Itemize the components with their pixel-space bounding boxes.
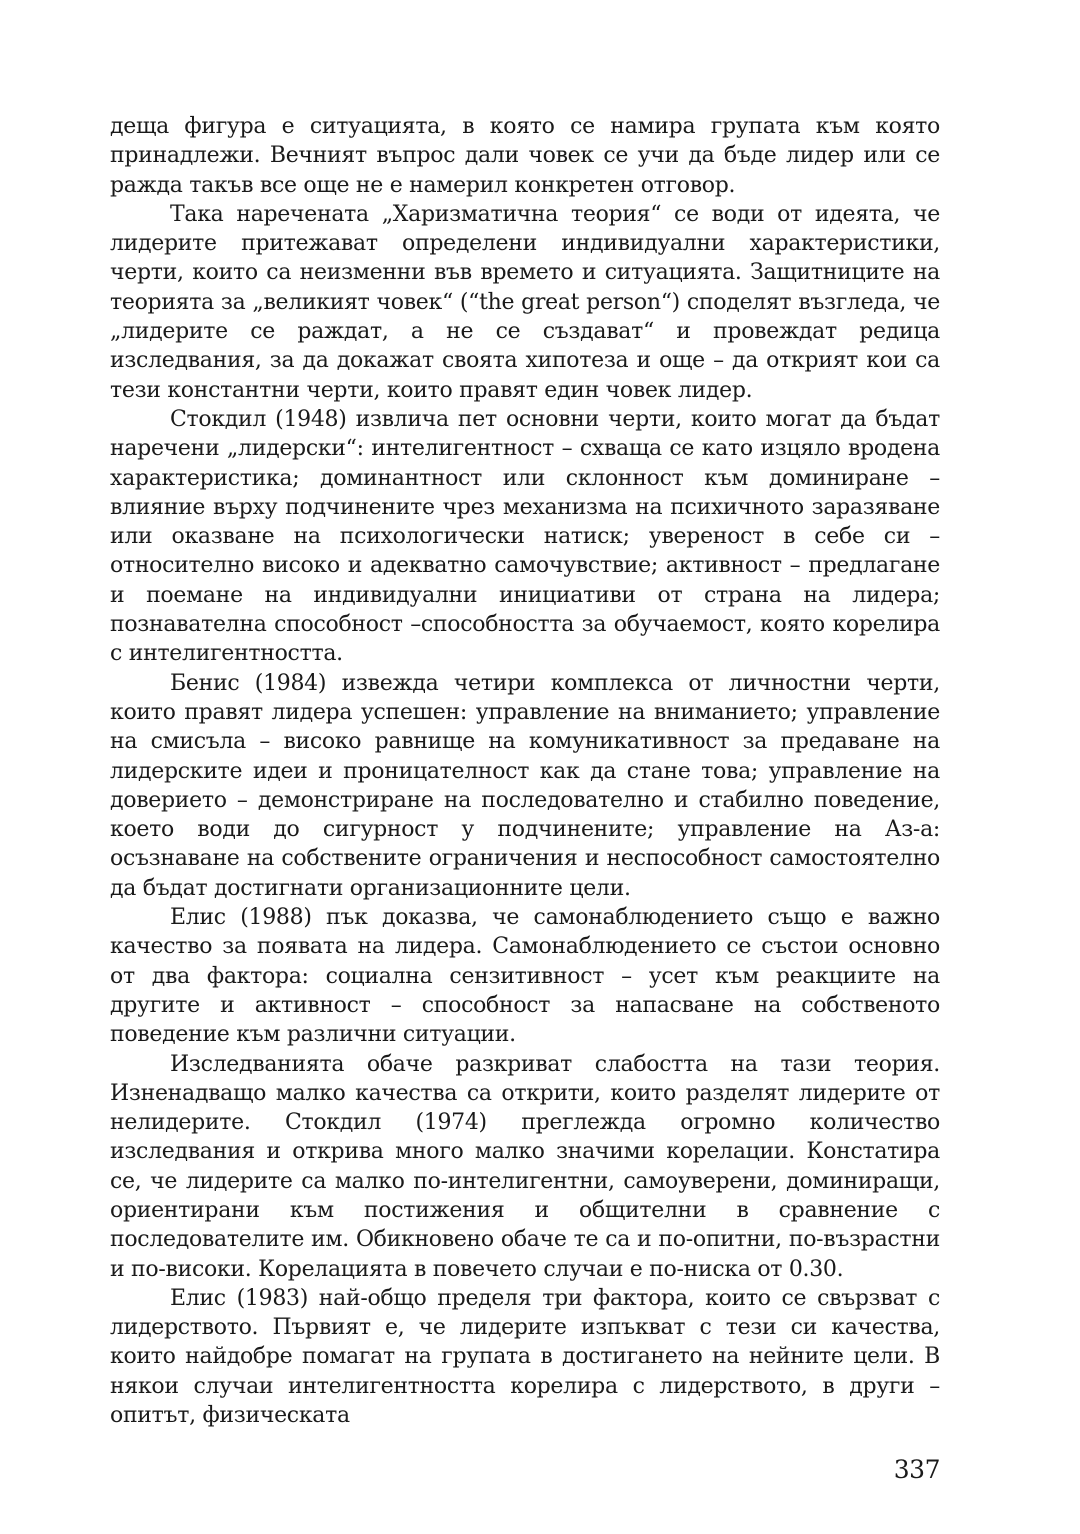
- paragraph-5: Елис (1988) пък доказва, че самонаблюдението също е важно качество за появата на лидера. Самонаблюдението се състои основно от два фактора: социална сензитивност – усет към реакциите на другите и активност – способност за напасване на собственото поведение към различни ситуации.: [110, 905, 940, 1048]
- paragraph-7: Елис (1983) най-общо пределя три фактора, които се свързват с лидерството. Първият е, че лидерите изпъкват с тези си качества, които найдобре помагат на групата в достигането на нейните цели. В някои случаи интелигентността корелира с лидерството, в други – опитът, физическата: [110, 1285, 940, 1429]
- body-text: [110, 112, 940, 1430]
- paragraph-2: Така наречената „Харизматична теория“ се води от идеята, че лидерите притежават определени индивидуални характеристики, черти, които са неизменни във времето и ситуацията. Защитниците на теорията за „великият човек“ (“the great person“) споделят възгледа, че „лидерите се раждат, а не се създават“ и провеждат редица изследвания, за да докажат своята хипотеза и още – да открият кои са тези константни черти, които правят един човек лидер.: [110, 201, 940, 403]
- paragraph-4: Бенис (1984) извежда четири комплекса от личностни черти, които правят лидера успешен: управление на вниманието; управление на смисъла – високо равнище на комуникативност за предаване на лидерските идеи и проницателност как да стане това; управление на доверието – демонстриране на последователно и стабилно поведение, което води до сигурност у подчинените; управление на Аз-а: осъзнаване на собствените ограничения и неспособност самостоятелно да бъдат достигнати организационните цели.: [110, 670, 940, 901]
- paragraph-1: деща фигура е ситуацията, в която се намира групата към която принадлежи. Вечният въпрос дали човек се учи да бъде лидер или се ражда такъв все още не е намерил конкретен отговор.: [110, 114, 940, 198]
- page-number: 337: [893, 1455, 940, 1484]
- paragraph-3: Стокдил (1948) извлича пет основни черти, които могат да бъдат наречени „лидерски“: интелигентност – схваща се като изцяло вродена характеристика; доминантност или склонност към доминиране – влияние върху подчинените чрез механизма на психичното заразяване или оказване на психологически натиск; увереност в себе си – относително високо и адекватно самочувствие; активност – предлагане и поемане на индивидуални инициативи от страна на лидера; познавателна способност –способността за обучаемост, която корелира с интелигентността.: [110, 406, 940, 667]
- paragraph-6: Изследванията обаче разкриват слабостта на тази теория. Изненадващо малко качества са открити, които разделят лидерите от нелидерите. Стокдил (1974) преглежда огромно количество изследвания и открива много малко значими корелации. Констатира се, че лидерите са малко по-интелигентни, самоуверени, доминиращи, ориентирани към постижения и общителни в сравнение с последователите им. Обикновено обаче те са и по-опитни, по-възрастни и по-високи. Корелацията в повечето случаи е по-ниска от 0.30.: [110, 1051, 940, 1282]
